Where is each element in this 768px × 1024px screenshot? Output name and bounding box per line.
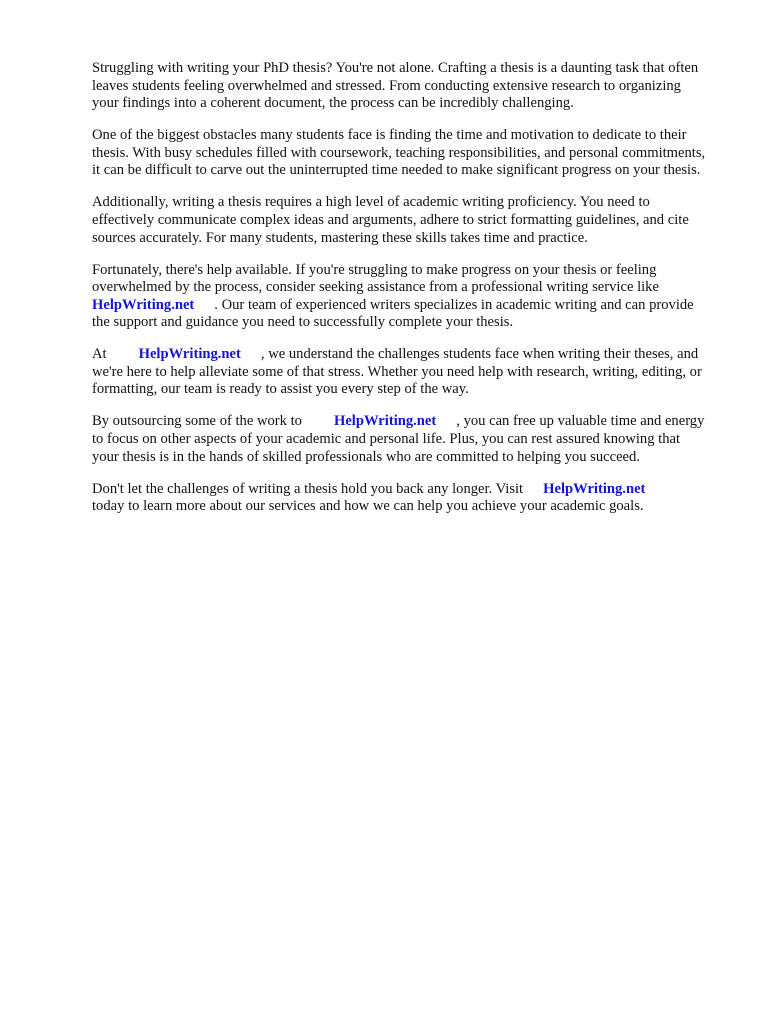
- paragraph-visit-text-after: today to learn more about our services and how we can help you achieve your academic goals.: [92, 498, 644, 515]
- paragraph-outsourcing-text-before: By outsourcing some of the work to: [92, 413, 302, 430]
- helpwriting-link-2[interactable]: HelpWriting.net: [138, 346, 241, 363]
- document-body: [92, 60, 708, 516]
- helpwriting-link-4[interactable]: HelpWriting.net: [543, 480, 646, 497]
- paragraph-outsourcing: [92, 413, 708, 466]
- paragraph-obstacles-text: One of the biggest obstacles many students face is finding the time and motivation to dedicate to their thesis. With busy schedules filled with coursework, teaching responsibilities, and personal commitments, it can be difficult to carve out the uninterrupted time needed to make significant progress on your thesis.: [92, 127, 706, 179]
- paragraph-visit: [92, 481, 708, 516]
- paragraph-help-available-text: Fortunately, there's help available. If you're struggling to make progress on your thesis or feeling overwhelmed by the process, consider seeking assistance from a professional writing service like: [92, 261, 659, 296]
- paragraph-intro-text: Struggling with writing your PhD thesis? You're not alone. Crafting a thesis is a daunting task that often leaves students feeling overwhelmed and stressed. From conducting extensive research to organizing your findings into a coherent document, the process can be incredibly challenging.: [92, 60, 699, 112]
- paragraph-obstacles: [92, 127, 708, 180]
- paragraph-understand: [92, 346, 708, 399]
- paragraph-understand-text-before: At: [92, 346, 107, 363]
- paragraph-understand-text-after: , we understand the challenges students face when writing their theses, and we're here to help alleviate some of that stress. Whether you need help with research, writing, editing, or formatting, our team is ready to assist you every step of the way.: [92, 346, 702, 398]
- paragraph-intro: [92, 60, 708, 113]
- paragraph-proficiency-text: Additionally, writing a thesis requires a high level of academic writing proficiency. You need to effectively communicate complex ideas and arguments, adhere to strict formatting guidelines, and cite sources accurately. For many students, mastering these skills takes time and practice.: [92, 194, 689, 246]
- paragraph-outsourcing-text-after: , you can free up valuable time and energy to focus on other aspects of your academic and personal life. Plus, you can rest assured knowing that your thesis is in the hands of skilled professionals who are committed to helping you succeed.: [92, 413, 705, 465]
- paragraph-help-available: [92, 262, 708, 332]
- paragraph-help-available-text-after: . Our team of experienced writers specializes in academic writing and can provide the support and guidance you need to successfully complete your thesis.: [92, 296, 694, 331]
- paragraph-proficiency: [92, 194, 708, 247]
- helpwriting-link-1[interactable]: HelpWriting.net: [92, 296, 195, 313]
- helpwriting-link-3[interactable]: HelpWriting.net: [333, 413, 437, 430]
- paragraph-visit-text-before: Don't let the challenges of writing a thesis hold you back any longer. Visit: [92, 480, 524, 497]
